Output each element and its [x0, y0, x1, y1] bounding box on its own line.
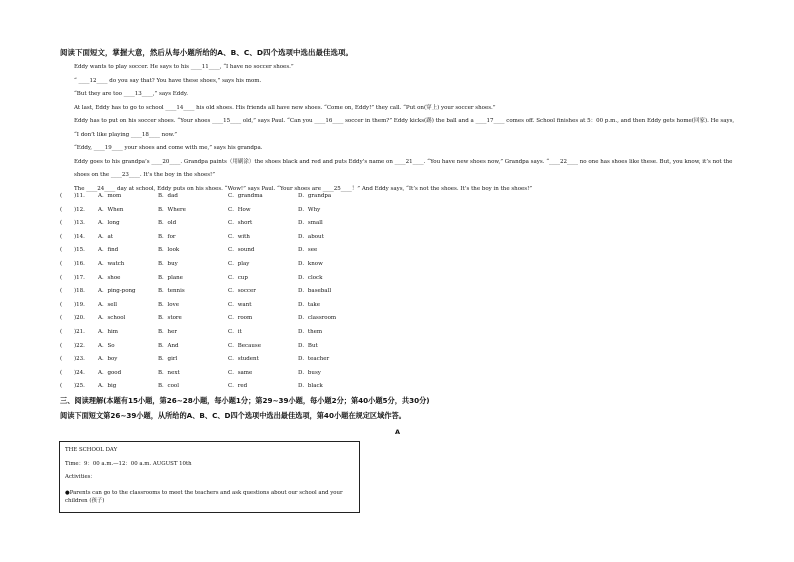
question-number: )16.: [74, 260, 85, 267]
question-row: [60, 312, 460, 326]
question-number: )12.: [74, 206, 85, 213]
answer-paren: (: [60, 301, 63, 308]
question-number: )22.: [74, 342, 85, 349]
option-a: A．him: [98, 328, 118, 335]
question-number: )24.: [74, 369, 85, 376]
option-c: C．with: [228, 233, 250, 240]
answer-paren: (: [60, 260, 63, 267]
option-a: A．watch: [98, 260, 125, 267]
option-b: B．her: [158, 328, 177, 335]
option-a: A．at: [98, 233, 113, 240]
option-b: B．Where: [158, 206, 186, 213]
passage-line: “ ____12____ do you say that? You have these shoes,” says his mom.: [74, 77, 262, 84]
answer-paren: (: [60, 369, 63, 376]
passage-line: “Eddy, ____19____ your shoes and come with me,” says his grandpa.: [74, 145, 263, 151]
option-c: C．room: [228, 315, 253, 322]
question-row: [60, 285, 460, 299]
section-three-title: 三、阅读理解(本题有15小题，第26~28小题，每小题1分；第29~39小题，每小题2分；第40小题5分，共30分): [60, 396, 430, 405]
option-b: B．cool: [158, 383, 180, 390]
option-b: B．look: [158, 247, 180, 254]
answer-paren: (: [60, 247, 63, 254]
question-row: [60, 299, 460, 313]
option-c: C．short: [228, 220, 253, 227]
option-d: D．teacher: [298, 356, 330, 363]
question-row: [60, 340, 460, 354]
option-c: C．red: [228, 383, 248, 390]
option-a: A．good: [98, 369, 122, 376]
passage-line: Eddy has to put on his soccer shoes. “Your shoes ____15____ old,” says Paul. “Can you ____16____ soccer in them?” Eddy kicks(踢) the ball and a ____17____ comes off. School finishes at 5：00 p.m., and then Eddy gets home(回家). He says, “I don’t like playing ____18____ now.”: [74, 118, 735, 138]
answer-paren: (: [60, 356, 63, 363]
question-number: )23.: [74, 356, 85, 363]
answer-paren: (: [60, 328, 63, 335]
option-c: C．grandma: [228, 193, 263, 199]
passage-line: Eddy goes to his grandpa’s ____20____. Grandpa paints（用刷涂）the shoes black and red and puts Eddy’s name on ____21____. “You have new shoes now,” Grandpa says. “____22____ no one has shoes like these. But, you know, it’s not the shoes on the ____23____. It’s the boy in the shoes!”: [74, 158, 733, 178]
option-b: B．for: [158, 233, 176, 240]
question-row: [60, 217, 460, 231]
question-number: )14.: [74, 233, 85, 240]
option-c: C．sound: [228, 247, 255, 254]
answer-paren: (: [60, 315, 63, 322]
passage-line: Eddy wants to play soccer. He says to his ____11____, “I have no soccer shoes.”: [74, 64, 294, 70]
passage-line: The ____24____ day at school, Eddy puts on his shoes. “Wow!” says Paul. “Your shoes are ____25____！” And Eddy says, “It’s not the shoes. It’s the boy in the shoes!”: [74, 185, 533, 192]
option-a: A．When: [98, 206, 124, 213]
answer-paren: (: [60, 383, 63, 390]
option-d: D．small: [298, 220, 323, 227]
option-a: A．school: [98, 315, 126, 322]
question-list: [60, 190, 460, 394]
option-c: C．How: [228, 206, 251, 213]
question-row: [60, 258, 460, 272]
option-d: D．baseball: [298, 288, 332, 295]
question-row: [60, 367, 460, 381]
option-b: B．buy: [158, 260, 178, 267]
answer-paren: (: [60, 233, 63, 240]
option-c: C．Because: [228, 342, 261, 349]
option-a: A．So: [98, 342, 115, 349]
option-b: B．store: [158, 315, 182, 322]
passage-mark: A: [395, 428, 401, 436]
question-number: )18.: [74, 288, 85, 295]
answer-paren: (: [60, 206, 63, 213]
option-d: D．clock: [298, 274, 323, 281]
option-a: A．sell: [98, 301, 118, 308]
question-number: )13.: [74, 220, 85, 227]
option-d: D．busy: [298, 369, 321, 376]
question-number: )21.: [74, 328, 85, 335]
option-c: C．play: [228, 260, 250, 267]
option-b: B．love: [158, 301, 179, 308]
notice-time: Time：9：00 a.m.—12：00 a.m. AUGUST 10th: [65, 460, 192, 467]
option-d: D．grandpa: [298, 193, 332, 199]
passage-line: At last, Eddy has to go to school ____14____ his old shoes. His friends all have new shoes. “Come on, Eddy!” they call. “Put on(穿上) your soccer shoes.”: [74, 104, 496, 111]
option-b: B．tennis: [158, 288, 185, 295]
option-a: A．mom: [98, 193, 122, 199]
option-b: B．girl: [158, 356, 178, 363]
question-row: [60, 204, 460, 218]
question-number: )25.: [74, 383, 85, 390]
notice-activity-item: ●Parents can go to the classrooms to meet the teachers and ask questions about our school and your children (孩子): [65, 489, 343, 505]
option-d: D．see: [298, 247, 318, 254]
option-b: B．dad: [158, 193, 178, 199]
option-c: C．want: [228, 301, 252, 308]
option-c: C．cup: [228, 274, 248, 281]
answer-paren: (: [60, 342, 63, 349]
option-d: D．classroom: [298, 315, 337, 322]
question-row: [60, 272, 460, 286]
option-d: D．But: [298, 342, 318, 349]
answer-paren: (: [60, 274, 63, 281]
notice-activities-label: Activities：: [65, 474, 96, 481]
option-c: C．student: [228, 356, 259, 363]
option-b: B．old: [158, 220, 177, 227]
option-d: D．black: [298, 383, 323, 390]
option-a: A．find: [98, 247, 119, 254]
section-three-instruction: 阅读下面短文第26~39小题，从所给的A、B、C、D四个选项中选出最佳选项，第40小题在规定区域作答。: [60, 411, 406, 420]
option-a: A．big: [98, 383, 117, 390]
question-number: )15.: [74, 247, 85, 254]
answer-paren: (: [60, 193, 63, 199]
question-row: [60, 326, 460, 340]
section-heading: 阅读下面短文，掌握大意，然后从每小题所给的A、B、C、D四个选项中选出最佳选项。: [60, 48, 353, 57]
option-c: C．soccer: [228, 288, 256, 295]
option-d: D．take: [298, 301, 320, 308]
question-number: )11.: [74, 193, 85, 199]
question-row: [60, 353, 460, 367]
cloze-passage: [60, 61, 740, 196]
option-a: A．ping-pong: [98, 288, 136, 295]
question-number: )20.: [74, 315, 85, 322]
question-row: [60, 244, 460, 258]
option-b: B．plane: [158, 274, 183, 281]
option-d: D．know: [298, 260, 323, 267]
notice-title: THE SCHOOL DAY: [65, 447, 118, 453]
question-row: [60, 231, 460, 245]
option-a: A．long: [98, 220, 120, 227]
answer-paren: (: [60, 288, 63, 295]
option-d: D．them: [298, 328, 323, 335]
question-number: )17.: [74, 274, 85, 281]
answer-paren: (: [60, 220, 63, 227]
question-number: )19.: [74, 301, 85, 308]
option-b: B．next: [158, 369, 180, 376]
option-c: C．same: [228, 369, 253, 376]
option-b: B．And: [158, 342, 179, 349]
question-row: [60, 380, 460, 394]
option-a: A．shoe: [98, 274, 121, 281]
option-a: A．boy: [98, 356, 118, 363]
notice-box: [59, 441, 360, 513]
option-d: D．about: [298, 233, 324, 240]
question-row: [60, 190, 460, 204]
option-d: D．Why: [298, 206, 321, 213]
option-c: C．it: [228, 328, 242, 335]
passage-line: “But they are too ____13____,” says Eddy.: [74, 91, 188, 97]
